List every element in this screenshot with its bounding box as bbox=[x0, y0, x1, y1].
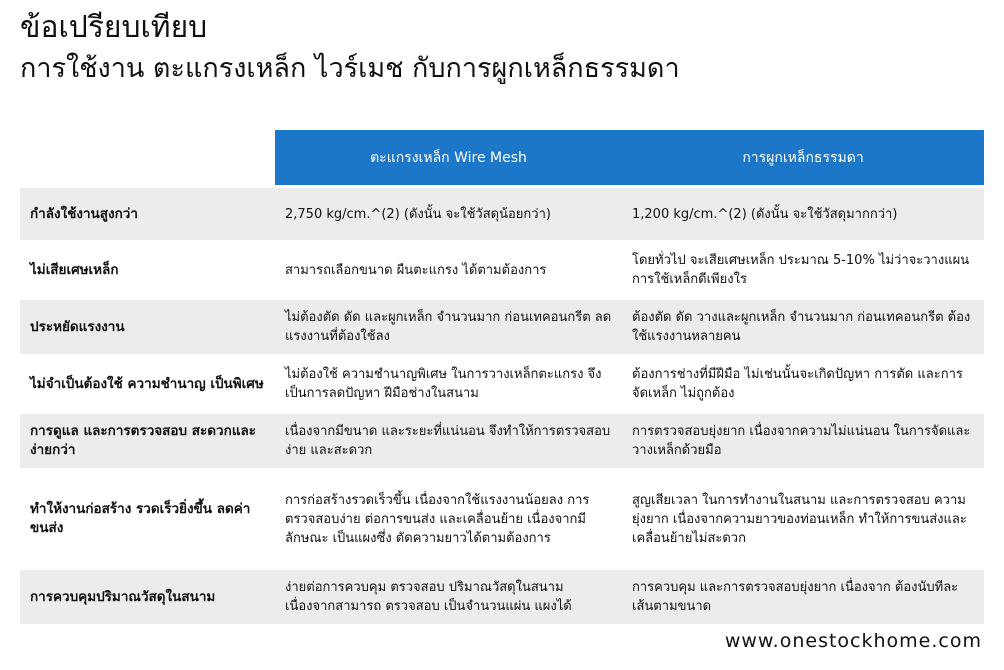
page-title: ข้อเปรียบเทียบ bbox=[20, 10, 208, 45]
row-label: กำลังใช้งานสูงกว่า bbox=[30, 205, 138, 222]
table-row bbox=[20, 240, 984, 297]
row-regular-value: การตรวจสอบยุ่งยาก เนื่องจากความไม่แน่นอน ในการจัดและวางเหล็กด้วยมือ bbox=[632, 424, 971, 458]
table-row bbox=[20, 567, 984, 624]
header-wire-mesh: ตะแกรงเหล็ก Wire Mesh bbox=[275, 130, 622, 185]
row-wire-mesh-value: ง่ายต่อการควบคุม ตรวจสอบ ปริมาณวัสดุในสนาม เนื่องจากสามารถ ตรวจสอบ เป็นจำนวนแผ่น แผงได้ bbox=[285, 580, 572, 614]
row-wire-mesh-value: 2,750 kg/cm.^(2) (ดังนั้น จะใช้วัสดุน้อยกว่า) bbox=[285, 206, 551, 222]
comparison-table bbox=[20, 130, 984, 624]
row-label: การดูแล และการตรวจสอบ สะดวกและง่ายกว่า bbox=[30, 423, 257, 458]
table-row bbox=[20, 411, 984, 468]
row-label: ทำให้งานก่อสร้าง รวดเร็วยิ่งขึ้น ลดค่าขนส่ง bbox=[30, 501, 251, 536]
page-subtitle: การใช้งาน ตะแกรงเหล็ก ไวร์เมช กับการผูกเหล็กธรรมดา bbox=[20, 53, 680, 84]
row-label: การควบคุมปริมาณวัสดุในสนาม bbox=[30, 588, 216, 605]
row-regular-value: ต้องการช่างที่มีฝีมือ ไม่เช่นนั้นจะเกิดปัญหา การตัด และการจัดเหล็ก ไม่ถูกต้อง bbox=[632, 367, 963, 401]
table-row bbox=[20, 468, 984, 567]
row-regular-value: การควบคุม และการตรวจสอบยุ่งยาก เนื่องจาก ต้องนับทีละเส้นตามขนาด bbox=[632, 580, 959, 614]
table-header-row bbox=[20, 130, 984, 185]
table-row bbox=[20, 354, 984, 411]
row-wire-mesh-value: ไม่ต้องใช้ ความชำนาญพิเศษ ในการวางเหล็กตะแกรง จึงเป็นการลดปัญหา ฝีมือช่างในสนาม bbox=[285, 367, 602, 401]
header-regular-rebar: การผูกเหล็กธรรมดา bbox=[622, 130, 984, 185]
row-regular-value: 1,200 kg/cm.^(2) (ดังนั้น จะใช้วัสดุมากกว่า) bbox=[632, 206, 898, 222]
header-blank-cell bbox=[20, 130, 275, 185]
table-row bbox=[20, 297, 984, 354]
table-row bbox=[20, 185, 984, 240]
title-block bbox=[20, 8, 680, 88]
row-regular-value: โดยทั่วไป จะเสียเศษเหล็ก ประมาณ 5-10% ไม่ว่าจะวางแผน การใช้เหล็กดีเพียงใร bbox=[632, 253, 970, 287]
row-label: ประหยัดแรงงาน bbox=[30, 318, 125, 335]
row-wire-mesh-value: การก่อสร้างรวดเร็วขึ้น เนื่องจากใช้แรงงานน้อยลง การตรวจสอบง่าย ต่อการขนส่ง และเคลื่อนย้าย เนื่องจากมีลักษณะ เป็นแผงซึ่ง ตัดความยาวได้ตามต้องการ bbox=[285, 492, 590, 546]
website-footer: www.onestockhome.com bbox=[724, 630, 982, 652]
row-regular-value: ต้องตัด ดัด วางและผูกเหล็ก จำนวนมาก ก่อนเทคอนกรีต ต้องใช้แรงงานหลายคน bbox=[632, 310, 971, 344]
row-wire-mesh-value: สามารถเลือกขนาด ผืนตะแกรง ได้ตามต้องการ bbox=[285, 262, 547, 278]
row-label: ไม่จำเป็นต้องใช้ ความชำนาญ เป็นพิเศษ bbox=[30, 375, 264, 392]
row-wire-mesh-value: ไม่ต้องตัด ดัด และผูกเหล็ก จำนวนมาก ก่อนเทคอนกรีต ลดแรงงานที่ต้องใช้ลง bbox=[285, 310, 612, 344]
row-wire-mesh-value: เนื่องจากมีขนาด และระยะที่แน่นอน จึงทำให้การตรวจสอบง่าย และสะดวก bbox=[285, 424, 611, 458]
row-regular-value: สูญเสียเวลา ในการทำงานในสนาม และการตรวจสอบ ความยุ่งยาก เนื่องจากความยาวของท่อนเหล็ก ทำให้การขนส่งและเคลื่อนย้ายไม่สะดวก bbox=[632, 492, 967, 546]
row-label: ไม่เสียเศษเหล็ก bbox=[30, 261, 119, 278]
